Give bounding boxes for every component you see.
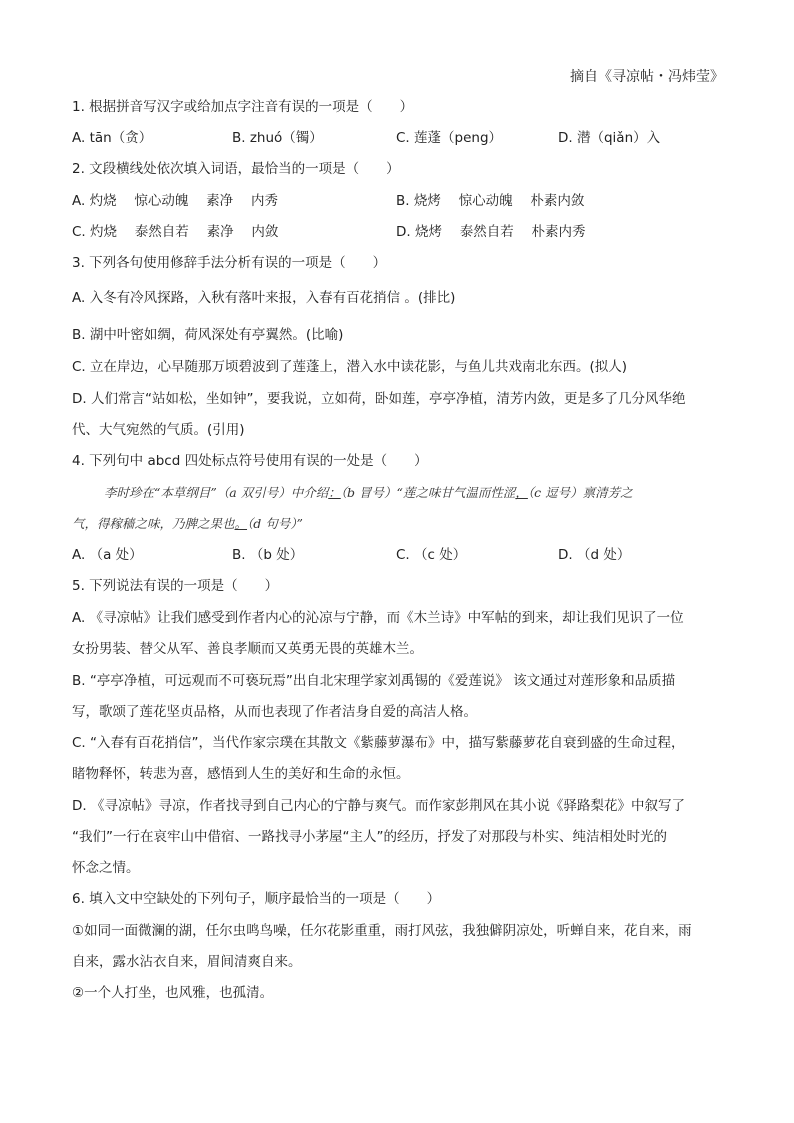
option-b: B. （b 处）: [232, 547, 304, 563]
question-1-stem: 1. 根据拼音写汉字或给加点字注音有误的一项是（ ）: [72, 99, 414, 115]
question-5-option-b: B. “亭亭净植，可远观而不可亵玩焉”出自北宋理学家刘禹锡的《爱莲说》 该文通过对莲形象和品质描: [72, 673, 676, 689]
question-3-stem: 3. 下列各句使用修辞手法分析有误的一项是（ ）: [72, 255, 387, 271]
question-3-option-d: D. 人们常言“站如松，坐如钟”，要我说，立如荷，卧如莲，亭亭净植，清芳内敛，更是多了几分风华绝: [72, 391, 686, 407]
option-c: C. （c 处）: [396, 547, 467, 563]
marked-period: 。: [234, 516, 248, 531]
question-5-option-a-cont: 女扮男装、替父从军、善良孝顺而又英勇无畏的英雄木兰。: [72, 641, 423, 657]
option-c: C. 莲蓬（peng）: [396, 130, 503, 146]
question-3-option-c: C. 立在岸边，心早随那万顷碧波到了莲蓬上，潜入水中读花影，与鱼儿共戏南北东西。(拟人): [72, 359, 628, 375]
option-d: D. 烧烤 泰然自若 朴素内秀: [396, 224, 586, 240]
question-5-option-b-cont: 写，歌颂了莲花坚贞品格，从而也表现了作者洁身自爱的高洁人格。: [72, 704, 477, 720]
question-4-quote-line1: [104, 483, 633, 503]
question-5-option-a: A. 《寻凉帖》让我们感受到作者内心的沁凉与宁静，而《木兰诗》中军帖的到来，却让我们见识了一位: [72, 610, 684, 626]
option-a: A. 灼烧 惊心动魄 素净 内秀: [72, 193, 278, 209]
quote-segment: 李时珍在“本草纲目”（a 双引号）中介绍: [104, 485, 329, 500]
option-b: B. zhuó（镯）: [232, 130, 323, 146]
option-a: A. tān（贪）: [72, 130, 153, 146]
question-4-quote-line2: [72, 514, 303, 534]
quote-segment: （c 逗号）禀清芳之: [527, 485, 633, 500]
question-3-option-b: B. 湖中叶密如绸，荷风深处有亭翼然。(比喻): [72, 327, 344, 343]
option-d: D. （d 处）: [558, 547, 631, 563]
option-b: B. 烧烤 惊心动魄 朴素内敛: [396, 193, 585, 209]
question-6-sentence-2: ②一个人打坐，也风雅，也孤清。: [72, 985, 274, 1001]
marked-colon: ：: [328, 485, 341, 500]
question-5-stem: 5. 下列说法有误的一项是（ ）: [72, 578, 279, 594]
option-a: A. （a 处）: [72, 547, 143, 563]
option-c: C. 灼烧 泰然自若 素净 内敛: [72, 224, 279, 240]
question-2-stem: 2. 文段横线处依次填入词语，最恰当的一项是（ ）: [72, 161, 400, 177]
marked-comma: ，: [515, 485, 528, 500]
question-3-option-a: A. 入冬有冷风探路，入秋有落叶来报，入春有百花捎信 。(排比): [72, 290, 456, 306]
quote-segment: （b 冒号）“莲之味甘气温而性涩: [340, 485, 516, 500]
quote-segment: （d 句号）”: [247, 516, 303, 531]
question-5-option-c-cont: 睹物释怀，转悲为喜，感悟到人生的美好和生命的永恒。: [72, 766, 410, 782]
question-6-stem: 6. 填入文中空缺处的下列句子，顺序最恰当的一项是（ ）: [72, 891, 441, 907]
question-5-option-d: D. 《寻凉帖》寻凉，作者找寻到自己内心的宁静与爽气。而作家彭荆风在其小说《驿路梨花》中叙写了: [72, 798, 685, 814]
quote-segment: 气，得稼穑之味，乃脾之果也: [72, 516, 235, 531]
question-5-option-d-cont2: 怀念之情。: [72, 860, 140, 876]
question-5-option-c: C. “入春有百花捎信”，当代作家宗璞在其散文《紫藤萝瀑布》中，描写紫藤萝花自衰到盛的生命过程，: [72, 735, 685, 751]
question-5-option-d-cont1: “我们”一行在哀牢山中借宿、一路找寻小茅屋“主人”的经历，抒发了对那段与朴实、纯洁相处时光的: [72, 829, 667, 845]
question-4-stem: 4. 下列句中 abcd 四处标点符号使用有误的一处是（ ）: [72, 453, 428, 469]
question-6-sentence-1: ①如同一面微澜的湖，任尔虫鸣鸟噪，任尔花影重重，雨打风弦，我独僻阴凉处，听蝉自来，花自来，雨: [72, 923, 692, 939]
question-6-sentence-1-cont: 自来，露水沾衣自来，眉间清爽自来。: [72, 954, 302, 970]
option-d: D. 潜（qiǎn）入: [558, 130, 661, 146]
question-3-option-d-cont: 代、大气宛然的气质。(引用): [72, 422, 245, 438]
source-attribution: 摘自《寻凉帖・冯炜莹》: [570, 69, 724, 85]
